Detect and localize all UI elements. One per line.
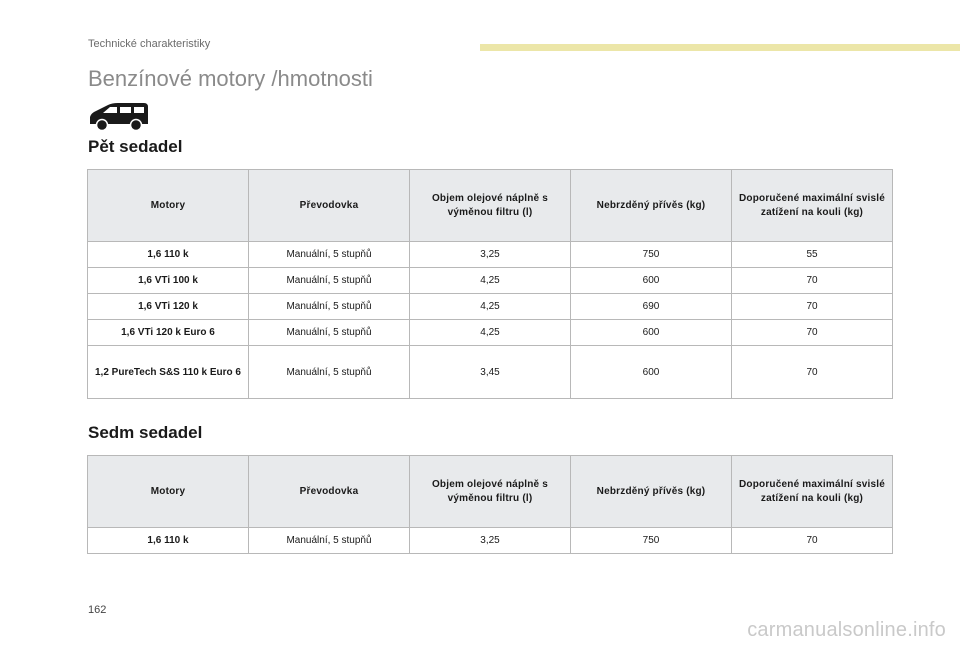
oil-cell: 4,25: [410, 268, 571, 294]
trailer-cell: 600: [571, 268, 732, 294]
col-trailer-header: Nebrzděný přívěs (kg): [571, 456, 732, 528]
table-row: [88, 242, 893, 268]
gearbox-cell: Manuální, 5 stupňů: [249, 294, 410, 320]
col-load-header: Doporučené maximální svislé zatížení na kouli (kg): [732, 456, 893, 528]
oil-cell: 3,25: [410, 528, 571, 554]
section-label: Technické charakteristiky: [88, 38, 211, 50]
table-header-row: [88, 456, 893, 528]
gearbox-cell: Manuální, 5 stupňů: [249, 242, 410, 268]
watermark: carmanualsonline.info: [747, 619, 946, 641]
load-cell: 70: [732, 268, 893, 294]
col-gearbox-header: Převodovka: [249, 170, 410, 242]
load-cell: 55: [732, 242, 893, 268]
five-seats-table: [87, 169, 893, 399]
oil-cell: 3,45: [410, 346, 571, 399]
load-cell: 70: [732, 346, 893, 399]
gearbox-cell: Manuální, 5 stupňů: [249, 320, 410, 346]
gearbox-cell: Manuální, 5 stupňů: [249, 346, 410, 399]
gearbox-cell: Manuální, 5 stupňů: [249, 268, 410, 294]
five-seats-heading: Pět sedadel: [88, 137, 183, 156]
engine-cell: 1,6 VTi 120 k Euro 6: [88, 320, 249, 346]
gearbox-cell: Manuální, 5 stupňů: [249, 528, 410, 554]
trailer-cell: 600: [571, 320, 732, 346]
seven-seats-heading: Sedm sedadel: [88, 423, 203, 442]
load-cell: 70: [732, 294, 893, 320]
col-trailer-header: Nebrzděný přívěs (kg): [571, 170, 732, 242]
car-side-icon: [86, 98, 152, 132]
col-oil-header: Objem olejové náplně s výměnou filtru (l): [410, 456, 571, 528]
col-engine-header: Motory: [88, 170, 249, 242]
trailer-cell: 750: [571, 242, 732, 268]
engine-cell: 1,6 110 k: [88, 242, 249, 268]
trailer-cell: 600: [571, 346, 732, 399]
load-cell: 70: [732, 528, 893, 554]
engine-cell: 1,6 VTi 100 k: [88, 268, 249, 294]
table-row: [88, 294, 893, 320]
oil-cell: 4,25: [410, 294, 571, 320]
table-row: [88, 320, 893, 346]
table-row: [88, 346, 893, 399]
load-cell: 70: [732, 320, 893, 346]
table-row: [88, 268, 893, 294]
col-engine-header: Motory: [88, 456, 249, 528]
col-load-header: Doporučené maximální svislé zatížení na kouli (kg): [732, 170, 893, 242]
seven-seats-table: [87, 455, 893, 554]
engine-cell: 1,6 110 k: [88, 528, 249, 554]
accent-bar: [480, 44, 960, 51]
oil-cell: 3,25: [410, 242, 571, 268]
table-row: [88, 528, 893, 554]
engine-cell: 1,6 VTi 120 k: [88, 294, 249, 320]
engine-cell: 1,2 PureTech S&S 110 k Euro 6: [88, 346, 249, 399]
table-header-row: [88, 170, 893, 242]
trailer-cell: 690: [571, 294, 732, 320]
trailer-cell: 750: [571, 528, 732, 554]
col-gearbox-header: Převodovka: [249, 456, 410, 528]
page-number: 162: [88, 604, 107, 616]
oil-cell: 4,25: [410, 320, 571, 346]
page-title: Benzínové motory /hmotnosti: [88, 66, 373, 91]
col-oil-header: Objem olejové náplně s výměnou filtru (l): [410, 170, 571, 242]
